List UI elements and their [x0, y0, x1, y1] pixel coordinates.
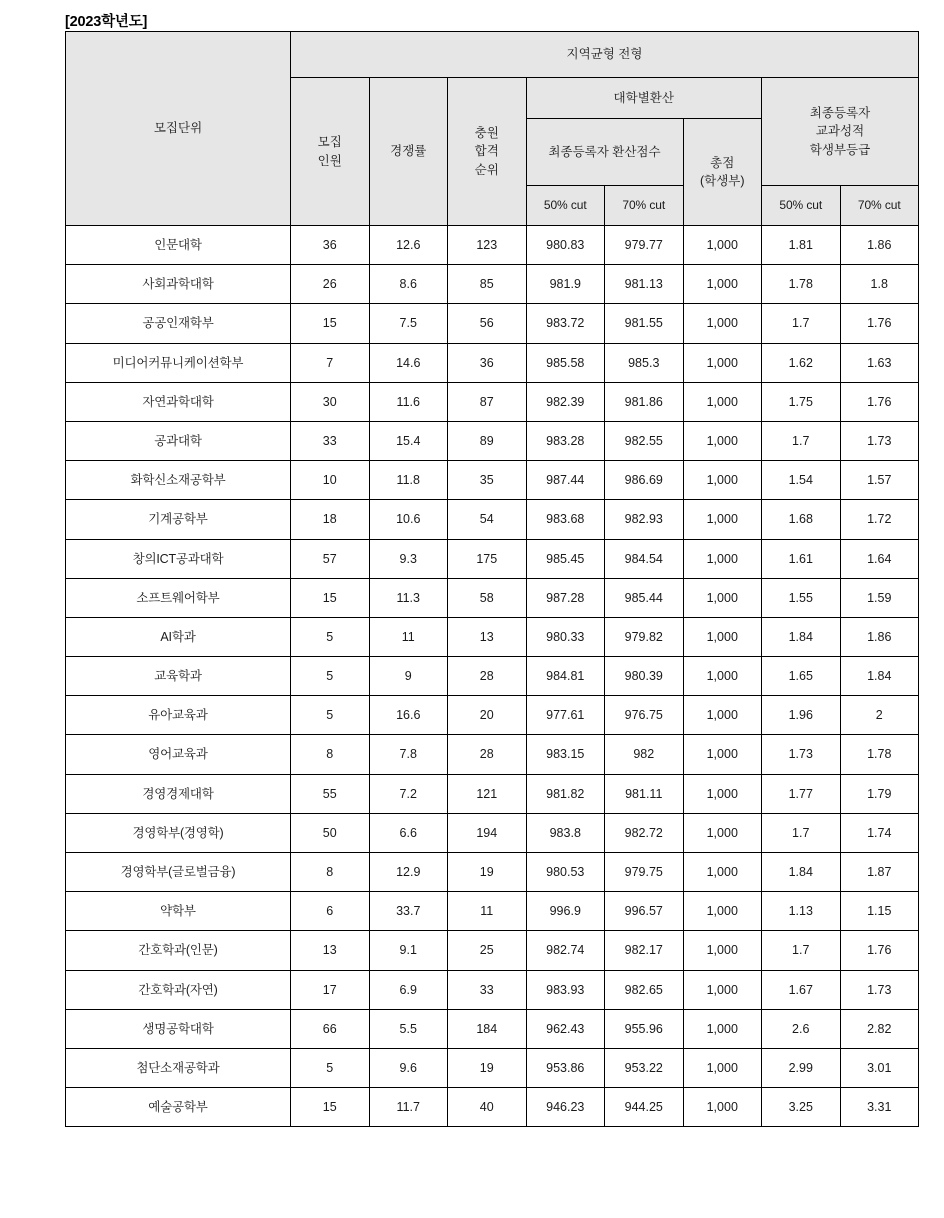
cell-grade-cut70: 1.74: [840, 813, 919, 852]
cell-total-score: 1,000: [683, 735, 762, 774]
cell-grade-cut70: 3.31: [840, 1088, 919, 1127]
cell-grade-cut70: 1.8: [840, 265, 919, 304]
cell-grade-cut50: 1.55: [762, 578, 841, 617]
cell-total-score: 1,000: [683, 696, 762, 735]
cell-grade-cut70: 1.78: [840, 735, 919, 774]
table-row: [66, 265, 919, 304]
cell-grade-cut70: 1.87: [840, 853, 919, 892]
cell-grade-cut70: 1.79: [840, 774, 919, 813]
cell-score-cut50: 996.9: [526, 892, 605, 931]
cell-quota: 15: [291, 578, 370, 617]
cell-score-cut70: 982.17: [605, 931, 684, 970]
cell-recruitment-unit: 경영학부(글로벌금융): [66, 853, 291, 892]
header-row-band-1: [66, 32, 919, 78]
cell-fill-rank: 33: [448, 970, 527, 1009]
cell-grade-cut70: 1.76: [840, 382, 919, 421]
cell-recruitment-unit: AI학과: [66, 617, 291, 656]
cell-quota: 33: [291, 421, 370, 460]
cell-competition-rate: 6.6: [369, 813, 448, 852]
header-cell-admission-type: 지역균형 전형: [291, 32, 919, 78]
cell-total-score: 1,000: [683, 265, 762, 304]
table-header: [66, 32, 919, 226]
cell-competition-rate: 11.6: [369, 382, 448, 421]
table-row: [66, 1009, 919, 1048]
cell-grade-cut70: 1.72: [840, 500, 919, 539]
table-row: [66, 382, 919, 421]
cell-grade-cut70: 3.01: [840, 1048, 919, 1087]
cell-fill-rank: 36: [448, 343, 527, 382]
cell-quota: 13: [291, 931, 370, 970]
cell-recruitment-unit: 경영경제대학: [66, 774, 291, 813]
cell-fill-rank: 87: [448, 382, 527, 421]
cell-score-cut50: 982.74: [526, 931, 605, 970]
cell-score-cut70: 982.55: [605, 421, 684, 460]
cell-total-score: 1,000: [683, 1088, 762, 1127]
cell-competition-rate: 12.9: [369, 853, 448, 892]
header-cell-fill-rank-line2: 합격: [474, 144, 499, 159]
cell-score-cut50: 977.61: [526, 696, 605, 735]
cell-score-cut70: 985.3: [605, 343, 684, 382]
cell-competition-rate: 33.7: [369, 892, 448, 931]
cell-recruitment-unit: 첨단소재공학과: [66, 1048, 291, 1087]
cell-grade-cut50: 1.7: [762, 421, 841, 460]
cell-quota: 5: [291, 617, 370, 656]
cell-recruitment-unit: 공공인재학부: [66, 304, 291, 343]
cell-quota: 18: [291, 500, 370, 539]
cell-score-cut50: 946.23: [526, 1088, 605, 1127]
table-row: [66, 304, 919, 343]
cell-fill-rank: 56: [448, 304, 527, 343]
cell-recruitment-unit: 교육학과: [66, 657, 291, 696]
table-body: [66, 226, 919, 1127]
table-row: [66, 461, 919, 500]
table-row: [66, 774, 919, 813]
cell-fill-rank: 11: [448, 892, 527, 931]
cell-fill-rank: 85: [448, 265, 527, 304]
cell-quota: 17: [291, 970, 370, 1009]
cell-score-cut70: 979.77: [605, 226, 684, 265]
cell-score-cut50: 980.33: [526, 617, 605, 656]
header-cell-final-enrolled-score: 최종등록자 환산점수: [526, 119, 683, 186]
header-cell-final-enrolled-grade-line1: 최종등록자: [809, 106, 871, 121]
cell-quota: 15: [291, 304, 370, 343]
cell-total-score: 1,000: [683, 578, 762, 617]
cell-recruitment-unit: 인문대학: [66, 226, 291, 265]
cell-grade-cut70: 1.73: [840, 421, 919, 460]
cell-grade-cut70: 2.82: [840, 1009, 919, 1048]
table-row: [66, 696, 919, 735]
cell-score-cut70: 982.65: [605, 970, 684, 1009]
cell-score-cut70: 953.22: [605, 1048, 684, 1087]
cell-score-cut70: 981.11: [605, 774, 684, 813]
cell-score-cut50: 962.43: [526, 1009, 605, 1048]
cell-recruitment-unit: 경영학부(경영학): [66, 813, 291, 852]
cell-quota: 8: [291, 735, 370, 774]
cell-score-cut50: 987.44: [526, 461, 605, 500]
header-cell-competition-rate: 경쟁률: [369, 78, 448, 226]
cell-total-score: 1,000: [683, 813, 762, 852]
cell-total-score: 1,000: [683, 382, 762, 421]
cell-recruitment-unit: 생명공학대학: [66, 1009, 291, 1048]
cell-grade-cut50: 2.6: [762, 1009, 841, 1048]
cell-total-score: 1,000: [683, 657, 762, 696]
cell-grade-cut50: 1.75: [762, 382, 841, 421]
cell-total-score: 1,000: [683, 461, 762, 500]
cell-grade-cut70: 1.59: [840, 578, 919, 617]
cell-score-cut50: 980.83: [526, 226, 605, 265]
cell-total-score: 1,000: [683, 304, 762, 343]
cell-score-cut50: 985.45: [526, 539, 605, 578]
cell-grade-cut50: 3.25: [762, 1088, 841, 1127]
cell-total-score: 1,000: [683, 539, 762, 578]
table-row: [66, 421, 919, 460]
header-cell-university-conversion: 대학별환산: [526, 78, 762, 119]
cell-total-score: 1,000: [683, 1048, 762, 1087]
cell-fill-rank: 89: [448, 421, 527, 460]
header-cell-fill-rank-line3: 순위: [474, 162, 499, 177]
table-row: [66, 657, 919, 696]
cell-score-cut50: 983.93: [526, 970, 605, 1009]
cell-score-cut70: 982.93: [605, 500, 684, 539]
cell-quota: 66: [291, 1009, 370, 1048]
cell-quota: 5: [291, 1048, 370, 1087]
table-row: [66, 1088, 919, 1127]
table-row: [66, 813, 919, 852]
cell-grade-cut50: 1.65: [762, 657, 841, 696]
table-row: [66, 853, 919, 892]
cell-fill-rank: 123: [448, 226, 527, 265]
cell-grade-cut70: 1.15: [840, 892, 919, 931]
cell-competition-rate: 7.8: [369, 735, 448, 774]
header-cell-total-score-line2: (학생부): [699, 174, 745, 188]
cell-total-score: 1,000: [683, 892, 762, 931]
cell-competition-rate: 11.8: [369, 461, 448, 500]
cell-score-cut70: 979.82: [605, 617, 684, 656]
cell-score-cut50: 981.82: [526, 774, 605, 813]
cell-fill-rank: 19: [448, 853, 527, 892]
header-cell-score-cut70: 70% cut: [605, 186, 684, 226]
cell-competition-rate: 9.1: [369, 931, 448, 970]
cell-grade-cut50: 1.78: [762, 265, 841, 304]
admissions-results-table: [65, 31, 919, 1127]
header-cell-grade-cut50: 50% cut: [762, 186, 841, 226]
cell-fill-rank: 25: [448, 931, 527, 970]
cell-grade-cut50: 1.54: [762, 461, 841, 500]
cell-score-cut70: 986.69: [605, 461, 684, 500]
cell-total-score: 1,000: [683, 1009, 762, 1048]
header-cell-quota: [291, 78, 370, 226]
header-cell-fill-rank: [448, 78, 527, 226]
cell-grade-cut50: 1.61: [762, 539, 841, 578]
cell-grade-cut50: 1.96: [762, 696, 841, 735]
table-row: [66, 578, 919, 617]
cell-score-cut70: 980.39: [605, 657, 684, 696]
cell-total-score: 1,000: [683, 931, 762, 970]
cell-quota: 15: [291, 1088, 370, 1127]
header-cell-score-cut50: 50% cut: [526, 186, 605, 226]
cell-score-cut50: 983.72: [526, 304, 605, 343]
cell-competition-rate: 9.6: [369, 1048, 448, 1087]
table-row: [66, 931, 919, 970]
cell-grade-cut70: 1.63: [840, 343, 919, 382]
table-row: [66, 970, 919, 1009]
cell-recruitment-unit: 유아교육과: [66, 696, 291, 735]
cell-grade-cut50: 1.7: [762, 813, 841, 852]
cell-competition-rate: 16.6: [369, 696, 448, 735]
cell-grade-cut70: 1.86: [840, 617, 919, 656]
cell-competition-rate: 5.5: [369, 1009, 448, 1048]
cell-total-score: 1,000: [683, 343, 762, 382]
cell-total-score: 1,000: [683, 421, 762, 460]
cell-grade-cut50: 1.81: [762, 226, 841, 265]
header-cell-grade-cut70: 70% cut: [840, 186, 919, 226]
cell-score-cut50: 983.68: [526, 500, 605, 539]
header-cell-final-enrolled-grade-line2: 교과성적: [815, 124, 865, 139]
cell-fill-rank: 194: [448, 813, 527, 852]
cell-score-cut70: 944.25: [605, 1088, 684, 1127]
cell-grade-cut70: 1.76: [840, 931, 919, 970]
cell-grade-cut70: 1.86: [840, 226, 919, 265]
cell-quota: 6: [291, 892, 370, 931]
table-row: [66, 617, 919, 656]
cell-total-score: 1,000: [683, 500, 762, 539]
cell-recruitment-unit: 간호학과(인문): [66, 931, 291, 970]
cell-fill-rank: 13: [448, 617, 527, 656]
cell-grade-cut50: 1.7: [762, 304, 841, 343]
cell-score-cut50: 987.28: [526, 578, 605, 617]
cell-total-score: 1,000: [683, 970, 762, 1009]
cell-competition-rate: 11.3: [369, 578, 448, 617]
cell-fill-rank: 184: [448, 1009, 527, 1048]
cell-competition-rate: 15.4: [369, 421, 448, 460]
cell-fill-rank: 40: [448, 1088, 527, 1127]
table-row: [66, 500, 919, 539]
cell-recruitment-unit: 영어교육과: [66, 735, 291, 774]
cell-fill-rank: 35: [448, 461, 527, 500]
cell-grade-cut50: 1.84: [762, 617, 841, 656]
cell-recruitment-unit: 예술공학부: [66, 1088, 291, 1127]
cell-score-cut70: 982.72: [605, 813, 684, 852]
cell-score-cut70: 996.57: [605, 892, 684, 931]
cell-grade-cut50: 2.99: [762, 1048, 841, 1087]
cell-score-cut50: 953.86: [526, 1048, 605, 1087]
cell-fill-rank: 28: [448, 735, 527, 774]
cell-competition-rate: 9.3: [369, 539, 448, 578]
cell-grade-cut50: 1.77: [762, 774, 841, 813]
cell-quota: 50: [291, 813, 370, 852]
cell-score-cut70: 981.86: [605, 382, 684, 421]
cell-grade-cut50: 1.13: [762, 892, 841, 931]
page-title: [2023학년도]: [65, 14, 148, 30]
table-row: [66, 1048, 919, 1087]
cell-recruitment-unit: 자연과학대학: [66, 382, 291, 421]
cell-score-cut50: 980.53: [526, 853, 605, 892]
cell-quota: 5: [291, 657, 370, 696]
cell-recruitment-unit: 공과대학: [66, 421, 291, 460]
cell-score-cut70: 984.54: [605, 539, 684, 578]
cell-competition-rate: 6.9: [369, 970, 448, 1009]
cell-grade-cut50: 1.62: [762, 343, 841, 382]
cell-fill-rank: 20: [448, 696, 527, 735]
cell-score-cut50: 983.28: [526, 421, 605, 460]
cell-competition-rate: 11: [369, 617, 448, 656]
cell-fill-rank: 19: [448, 1048, 527, 1087]
cell-quota: 10: [291, 461, 370, 500]
cell-recruitment-unit: 사회과학대학: [66, 265, 291, 304]
cell-quota: 55: [291, 774, 370, 813]
cell-fill-rank: 175: [448, 539, 527, 578]
cell-recruitment-unit: 소프트웨어학부: [66, 578, 291, 617]
cell-recruitment-unit: 화학신소재공학부: [66, 461, 291, 500]
header-cell-fill-rank-line1: 충원: [474, 126, 499, 141]
cell-recruitment-unit: 창의ICT공과대학: [66, 539, 291, 578]
cell-grade-cut70: 1.76: [840, 304, 919, 343]
cell-score-cut50: 981.9: [526, 265, 605, 304]
cell-total-score: 1,000: [683, 617, 762, 656]
cell-score-cut50: 983.15: [526, 735, 605, 774]
cell-grade-cut50: 1.67: [762, 970, 841, 1009]
cell-quota: 30: [291, 382, 370, 421]
cell-score-cut70: 981.13: [605, 265, 684, 304]
cell-competition-rate: 8.6: [369, 265, 448, 304]
table-row: [66, 226, 919, 265]
cell-score-cut70: 981.55: [605, 304, 684, 343]
table-row: [66, 539, 919, 578]
cell-quota: 5: [291, 696, 370, 735]
cell-recruitment-unit: 기계공학부: [66, 500, 291, 539]
cell-competition-rate: 11.7: [369, 1088, 448, 1127]
table-row: [66, 343, 919, 382]
cell-grade-cut70: 1.64: [840, 539, 919, 578]
cell-quota: 36: [291, 226, 370, 265]
cell-score-cut70: 979.75: [605, 853, 684, 892]
cell-competition-rate: 9: [369, 657, 448, 696]
cell-competition-rate: 14.6: [369, 343, 448, 382]
table-row: [66, 892, 919, 931]
cell-grade-cut70: 1.57: [840, 461, 919, 500]
header-cell-total-score-line1: 총점: [710, 155, 735, 170]
cell-grade-cut50: 1.68: [762, 500, 841, 539]
cell-score-cut50: 983.8: [526, 813, 605, 852]
cell-quota: 57: [291, 539, 370, 578]
cell-score-cut70: 976.75: [605, 696, 684, 735]
cell-grade-cut50: 1.73: [762, 735, 841, 774]
cell-fill-rank: 121: [448, 774, 527, 813]
cell-fill-rank: 54: [448, 500, 527, 539]
cell-competition-rate: 12.6: [369, 226, 448, 265]
header-cell-quota-line2: 인원: [317, 153, 342, 168]
cell-grade-cut70: 1.73: [840, 970, 919, 1009]
cell-score-cut50: 984.81: [526, 657, 605, 696]
cell-score-cut50: 982.39: [526, 382, 605, 421]
header-cell-quota-line1: 모집: [317, 135, 342, 150]
cell-recruitment-unit: 간호학과(자연): [66, 970, 291, 1009]
header-cell-final-enrolled-grade: [762, 78, 919, 186]
cell-grade-cut70: 1.84: [840, 657, 919, 696]
cell-score-cut70: 982: [605, 735, 684, 774]
cell-competition-rate: 10.6: [369, 500, 448, 539]
cell-quota: 8: [291, 853, 370, 892]
cell-score-cut70: 985.44: [605, 578, 684, 617]
cell-quota: 7: [291, 343, 370, 382]
cell-competition-rate: 7.2: [369, 774, 448, 813]
header-cell-final-enrolled-grade-line3: 학생부등급: [809, 142, 871, 157]
cell-quota: 26: [291, 265, 370, 304]
header-cell-recruitment-unit: 모집단위: [66, 32, 291, 226]
cell-competition-rate: 7.5: [369, 304, 448, 343]
cell-recruitment-unit: 미디어커뮤니케이션학부: [66, 343, 291, 382]
cell-total-score: 1,000: [683, 226, 762, 265]
cell-fill-rank: 28: [448, 657, 527, 696]
cell-total-score: 1,000: [683, 853, 762, 892]
cell-grade-cut50: 1.84: [762, 853, 841, 892]
table-row: [66, 735, 919, 774]
cell-fill-rank: 58: [448, 578, 527, 617]
cell-total-score: 1,000: [683, 774, 762, 813]
cell-grade-cut50: 1.7: [762, 931, 841, 970]
header-cell-total-score: [683, 119, 762, 226]
cell-recruitment-unit: 약학부: [66, 892, 291, 931]
cell-grade-cut70: 2: [840, 696, 919, 735]
cell-score-cut50: 985.58: [526, 343, 605, 382]
cell-score-cut70: 955.96: [605, 1009, 684, 1048]
